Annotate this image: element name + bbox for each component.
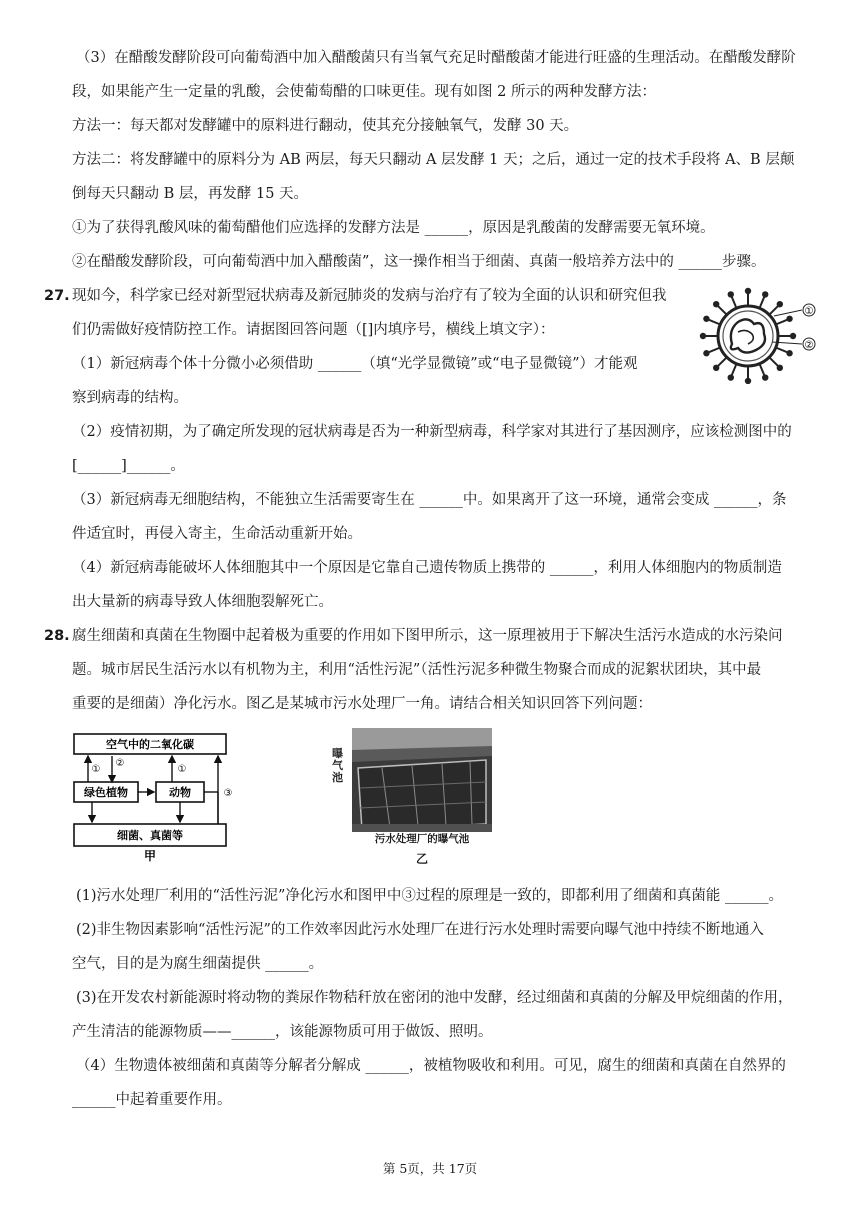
spike-head xyxy=(790,333,796,339)
q26-sub1: ①为了获得乳酸风味的葡萄醋他们应选择的发酵方法是 ______，原因是乳酸菌的发酵需要无氧环境。 xyxy=(72,220,715,236)
spike-head xyxy=(713,301,719,307)
spike-stalk xyxy=(709,348,719,352)
spike-stalk xyxy=(709,320,719,324)
method-two-text-2: 倒每天只翻动 B 层，再发酵 15 天。 xyxy=(72,186,309,202)
aeration-tank-figure xyxy=(332,728,498,868)
q28-stem-3: 重要的是细菌）净化污水。图乙是某城市污水处理厂一角。请结合相关知识回答下列问题： xyxy=(72,696,652,712)
virus-label-1: ① xyxy=(804,306,814,317)
spike-head xyxy=(745,288,751,294)
q27-part4-2: 出大量新的病毒导致人体细胞裂解死亡。 xyxy=(72,594,333,610)
question-number-28: 28. xyxy=(44,628,70,644)
virus-label-2: ② xyxy=(804,340,814,351)
arrow-label-3: ③ xyxy=(223,788,233,799)
q27-part3-2: 件适宜时，再侵入寄主，生命活动重新开始。 xyxy=(72,526,362,542)
virus-spikes xyxy=(700,288,796,384)
spike-stalk xyxy=(760,365,764,375)
spike-head xyxy=(703,350,709,356)
q28-part3-2: 产生清洁的能源物质——______，该能源物质可用于做饭、照明。 xyxy=(72,1024,493,1040)
aeration-tank-side-label: 曝气池 xyxy=(332,747,343,784)
q27-part1-1: （1）新冠病毒个体十分微小必须借助 ______（填“光学显微镜”或“电子显微镜”）才能观 xyxy=(72,356,638,372)
spike-head xyxy=(777,301,783,307)
q27-part3-1: （3）新冠病毒无细胞结构，不能独立生活需要寄生在 ______中。如果离开了这一环境，通常会变成 ______，条 xyxy=(72,492,787,508)
method-two-text-1: 方法二：将发酵罐中的原料分为 AB 两层，每天只翻动 A 层发酵 1 天；之后，通过一定的技术手段将 A、B 层颠 xyxy=(72,152,795,168)
spike-head xyxy=(786,350,792,356)
q28-part3-1: (3)在开发农村新能源时将动物的粪尿作物秸秆放在密闭的池中发酵，经过细菌和真菌的分解及甲烷细菌的作用， xyxy=(76,990,793,1006)
carbon-cycle-diagram xyxy=(72,732,240,862)
spike-stalk xyxy=(777,320,787,324)
q28-part4-1: （4）生物遗体被细菌和真菌等分解者分解成 ______，被植物吸收和利用。可见，腐生的细菌和真菌在自然界的 xyxy=(76,1058,786,1074)
q26-sub2: ②在醋酸发酵阶段，可向葡萄酒中加入醋酸菌”，这一操作相当于细菌、真菌一般培养方法中的 ______步骤。 xyxy=(72,254,766,270)
spike-head xyxy=(745,378,751,384)
spike-head xyxy=(703,316,709,322)
co2-box-label: 空气中的二氧化碳 xyxy=(106,738,194,751)
q28-part2-2: 空气，目的是为腐生细菌提供 ______。 xyxy=(72,956,324,972)
photo-caption-yi: 乙 xyxy=(415,852,428,866)
q28-part1: (1)污水处理厂利用的“活性污泥”净化污水和图甲中③过程的原理是一致的，即都利用了细菌和真菌能 ______。 xyxy=(76,888,783,904)
q28-part2-1: (2)非生物因素影响“活性污泥”的工作效率因此污水处理厂在进行污水处理时需要向曝气池中持续不断地通入 xyxy=(76,922,764,938)
arrow-label-2: ② xyxy=(115,758,125,769)
spike-head xyxy=(762,291,768,297)
q27-part4-1: （4）新冠病毒能破坏人体细胞其中一个原因是它靠自己遗传物质上携带的 ______，利用人体细胞内的物质制造 xyxy=(72,560,782,576)
spike-head xyxy=(728,291,734,297)
spike-head xyxy=(713,365,719,371)
q27-stem-2: 们仍需做好疫情防控工作。请据图回答问题（[]内填序号，横线上填文字）： xyxy=(72,322,555,338)
animal-box-label: 动物 xyxy=(169,786,191,799)
spike-stalk xyxy=(732,297,736,307)
coronavirus-figure xyxy=(698,286,822,384)
q28-stem-2: 题。城市居民生活污水以有机物为主，利用“活性污泥”（活性污泥多种微生物聚合而成的泥絮状团块，其中最 xyxy=(72,662,762,678)
spike-head xyxy=(777,365,783,371)
page-footer: 第 5页，共 17页 xyxy=(382,1161,478,1176)
spike-head xyxy=(728,374,734,380)
rna-strand xyxy=(731,319,765,352)
aeration-tank-photo xyxy=(352,728,492,832)
spike-stalk xyxy=(777,348,787,352)
spike-stalk xyxy=(770,306,778,314)
spike-stalk xyxy=(718,306,726,314)
spike-head xyxy=(762,374,768,380)
method-one-text: 方法一：每天都对发酵罐中的原料进行翻动，使其充分接触氧气，发酵 30 天。 xyxy=(72,118,579,134)
q27-part2-2: [______]______。 xyxy=(72,458,185,474)
aeration-tank-caption: 污水处理厂的曝气池 xyxy=(374,833,470,845)
spike-stalk xyxy=(760,297,764,307)
spike-stalk xyxy=(770,358,778,366)
q28-stem-1: 腐生细菌和真菌在生物圈中起着极为重要的作用如下图甲所示，这一原理被用于下解决生活污水造成的水污染问 xyxy=(72,628,783,644)
q28-part4-2: ______中起着重要作用。 xyxy=(72,1092,232,1108)
arrow-label-1a: ① xyxy=(91,764,101,775)
question-number-27: 27. xyxy=(44,288,70,304)
q26-part3-line-1: （3）在醋酸发酵阶段可向葡萄酒中加入醋酸菌只有当氧气充足时醋酸菌才能进行旺盛的生理活动。在醋酸发酵阶 xyxy=(76,50,796,66)
spike-head xyxy=(786,316,792,322)
spike-stalk xyxy=(718,358,726,366)
q27-part1-2: 察到病毒的结构。 xyxy=(72,390,188,406)
decomposer-box-label: 细菌、真菌等 xyxy=(117,829,183,842)
arrow-label-1b: ① xyxy=(177,764,187,775)
q26-part3-line-2: 段，如果能产生一定量的乳酸，会使葡萄醋的口味更佳。现有如图 2 所示的两种发酵方法： xyxy=(72,84,656,100)
q27-part2-1: （2）疫情初期，为了确定所发现的冠状病毒是否为一种新型病毒，科学家对其进行了基因测序，应该检测图中的 xyxy=(72,424,792,440)
plant-box-label: 绿色植物 xyxy=(84,786,128,799)
diagram-caption-jia: 甲 xyxy=(143,849,157,862)
q27-stem-1: 现如今，科学家已经对新型冠状病毒及新冠肺炎的发病与治疗有了较为全面的认识和研究但我 xyxy=(72,288,667,304)
spike-stalk xyxy=(732,365,736,375)
spike-head xyxy=(700,333,706,339)
